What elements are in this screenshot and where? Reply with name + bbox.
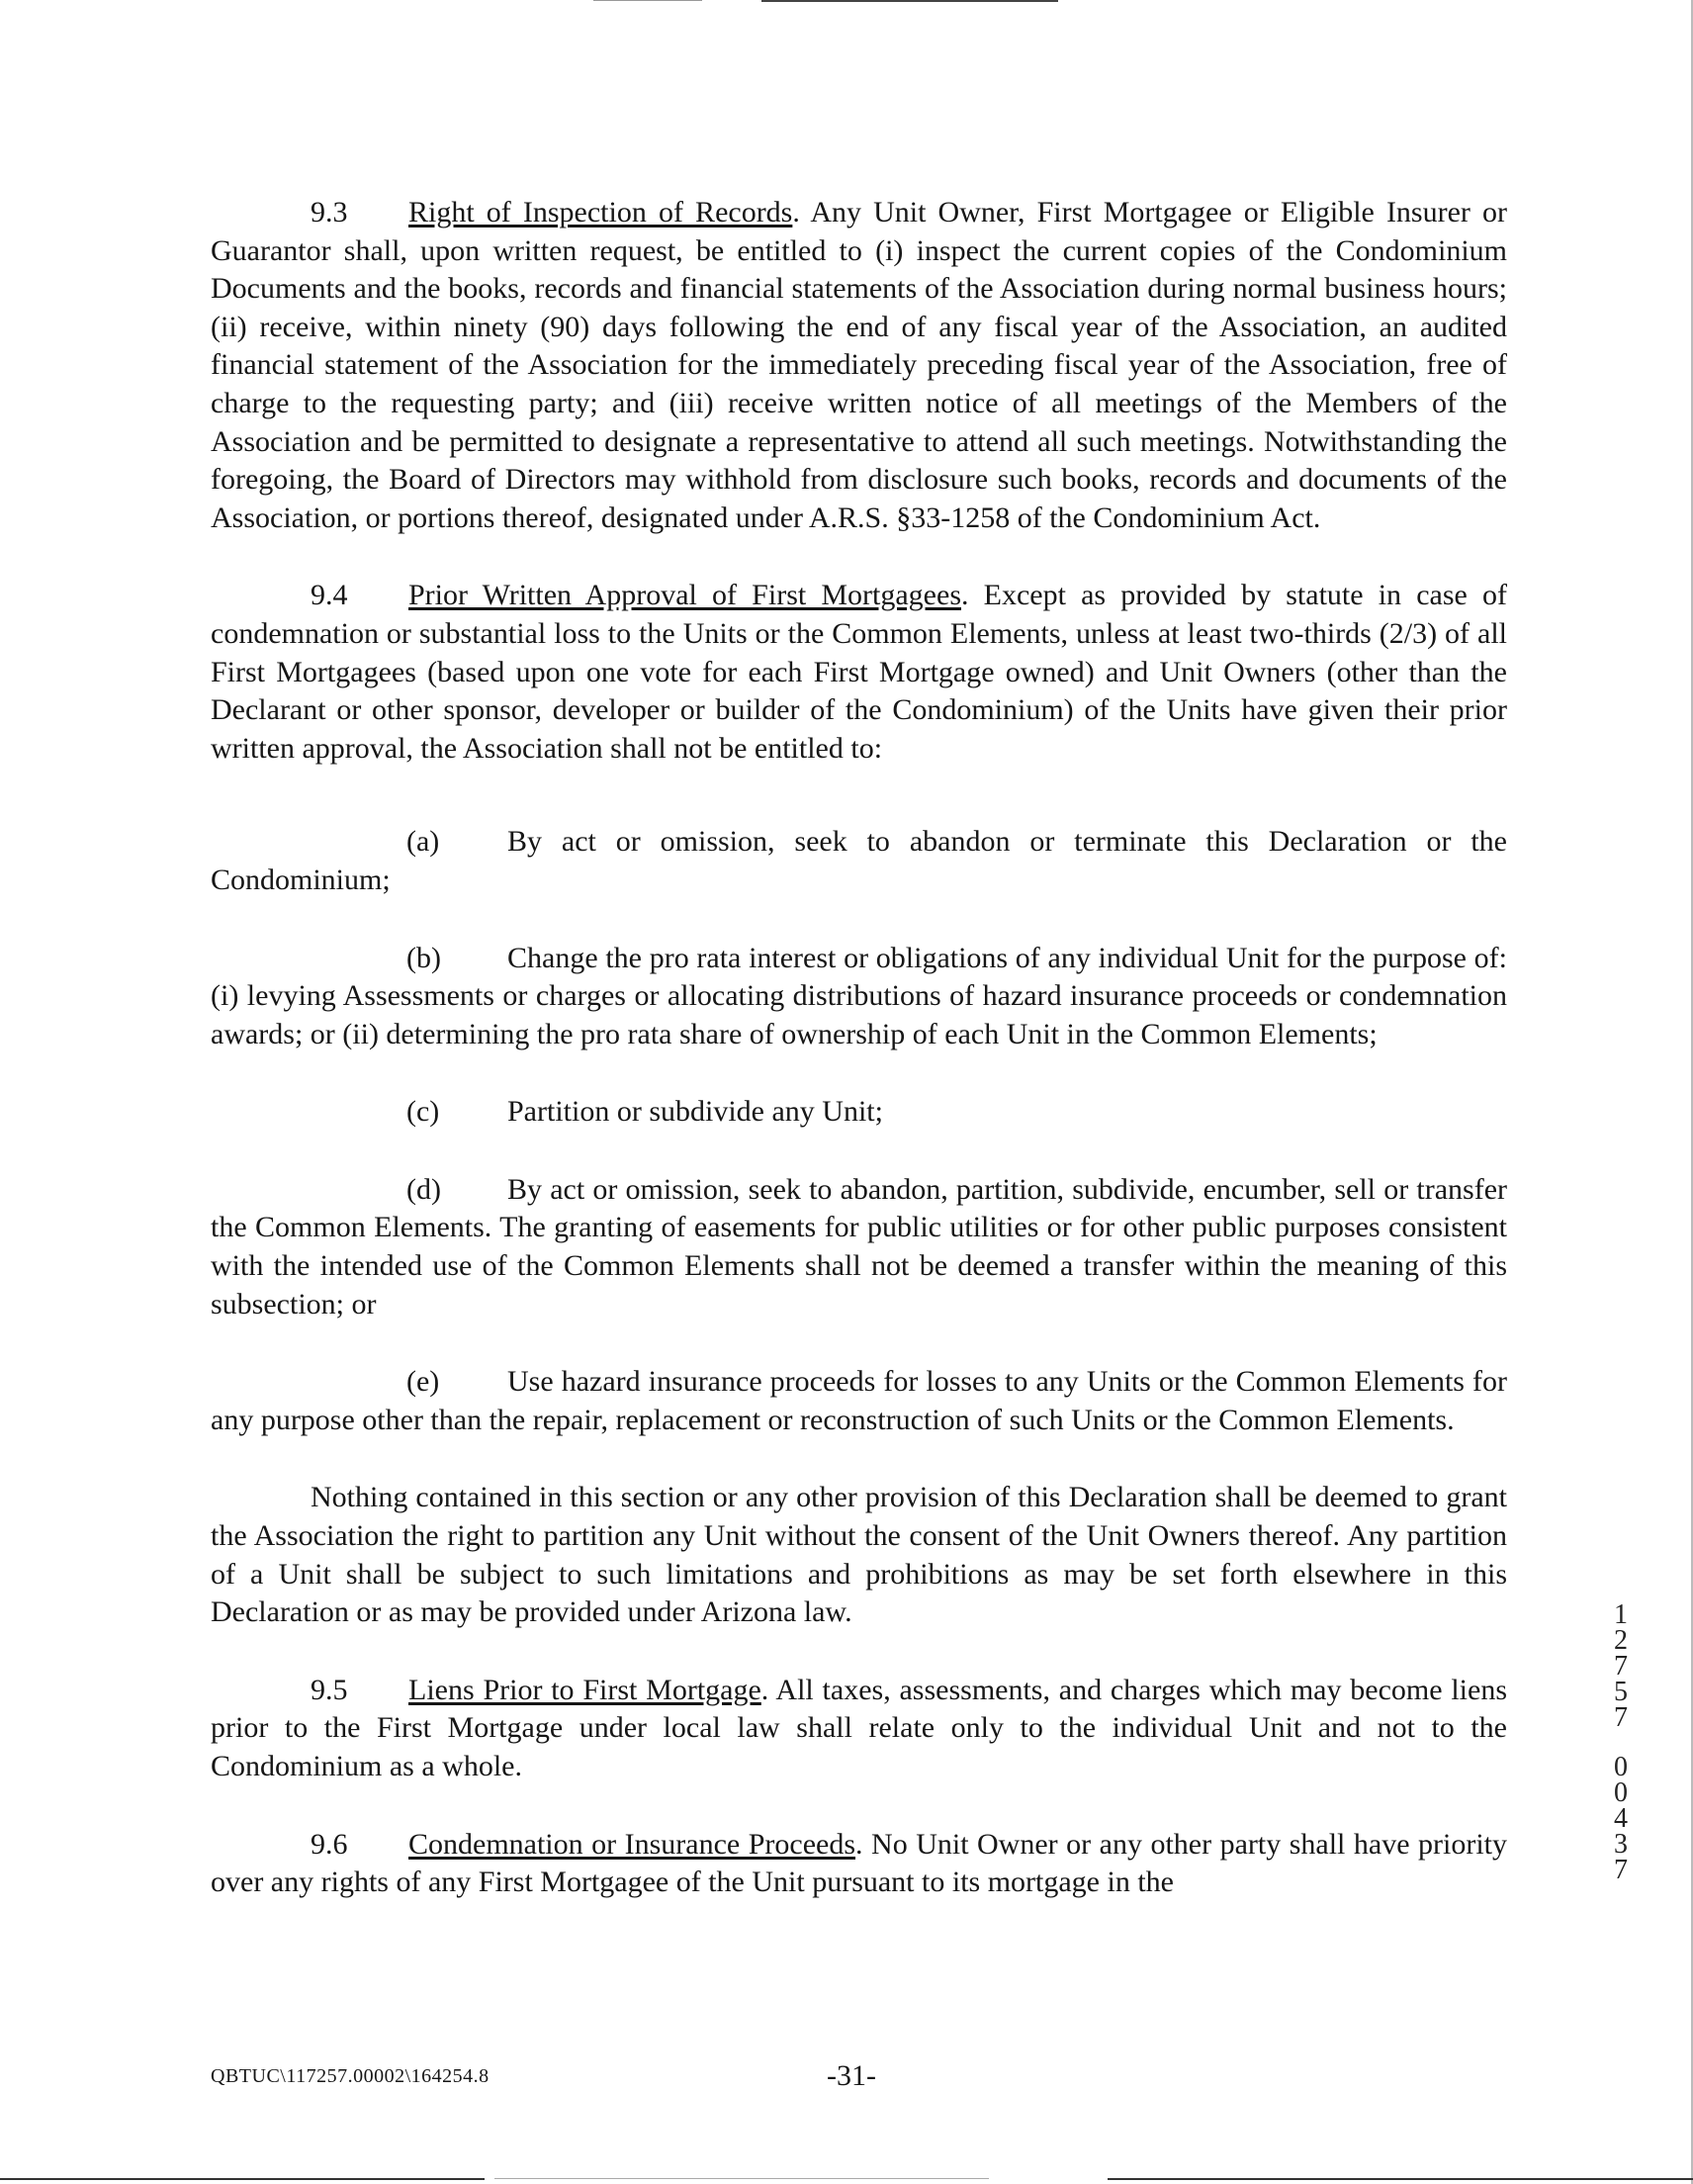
subsection-c: [211, 1093, 1507, 1132]
scan-edge-line: [0, 2178, 485, 2180]
subsection-text: By act or omission, seek to abandon or terminate this Declaration or the Condominium;: [211, 825, 1507, 896]
document-id: QBTUC\117257.00002\164254.8: [211, 2065, 490, 2087]
section-text: . Except as provided by statute in case of condemnation or substantial loss to the Units or the Common Elements, unless at least two-thirds (2/3) of all First Mortgagees (based upon one vote for each First Mortgage owned) and Unit Owners (other than the Declarant or other sponsor, developer or builder of the Condominium) of the Units have given their prior written approval, the Association shall not be entitled to:: [211, 579, 1507, 765]
section-9-3: [211, 194, 1507, 537]
subsection-d: [211, 1171, 1507, 1323]
subsection-label: (a): [406, 825, 440, 859]
section-9-6: [211, 1826, 1507, 1902]
section-9-5: [211, 1672, 1507, 1786]
subsection-text: Change the pro rata interest or obligations of any individual Unit for the purpose of: (i) levying Assessments or charges or allocating distributions of hazard insurance proceeds or condemnation awards; or (ii) determining the pro rata share of ownership of each Unit in the Common Elements;: [211, 941, 1507, 1050]
stamp-digit: 5: [1614, 1677, 1628, 1707]
subsection-a: [211, 823, 1507, 899]
section-heading: Condemnation or Insurance Proceeds: [408, 1827, 856, 1861]
section-text: . All taxes, assessments, and charges which may become liens prior to the First Mortgage under local law shall relate only to the individual Unit and not to the Condominium as a whole.: [211, 1673, 1507, 1782]
scan-edge-line: [761, 0, 1058, 2]
section-number: 9.5: [311, 1673, 348, 1706]
section-heading: Liens Prior to First Mortgage: [408, 1673, 761, 1706]
stamp-digit: 1: [1614, 1599, 1628, 1630]
subsection-text: Use hazard insurance proceeds for losses to any Units or the Common Elements for any purpose other than the repair, replacement or reconstruction of such Units or the Common Elements.: [211, 1365, 1507, 1436]
stamp-digit: 0: [1614, 1752, 1628, 1782]
scan-edge-line: [494, 2178, 989, 2179]
subsection-label: (c): [406, 1095, 440, 1129]
stamp-digit: 0: [1614, 1777, 1628, 1808]
stamp-digit: 3: [1614, 1829, 1628, 1860]
subsection-text: By act or omission, seek to abandon, partition, subdivide, encumber, sell or transfer the Common Elements. The granting of easements for public utilities or for other public purposes consistent with the intended use of the Common Elements shall not be deemed a transfer within the meaning of this subsection; or: [211, 1172, 1507, 1320]
section-heading: Prior Written Approval of First Mortgagees: [408, 579, 961, 612]
stamp-digit: 7: [1614, 1855, 1628, 1885]
subsection-label: (e): [406, 1365, 440, 1399]
section-number: 9.3: [311, 196, 348, 228]
scan-edge-line: [593, 0, 702, 1]
subsection-b: [211, 940, 1507, 1054]
section-number: 9.6: [311, 1827, 348, 1861]
page-body: [211, 194, 1507, 1902]
page-number: -31-: [827, 2059, 876, 2092]
section-text: . No Unit Owner or any other party shall have priority over any rights of any First Mortgagee of the Unit pursuant to its mortgage in the: [211, 1827, 1507, 1899]
closing-paragraph: Nothing contained in this section or any other provision of this Declaration shall be deemed to grant the Association the right to partition any Unit without the consent of the Unit Owners thereof. Any partition of a Unit shall be subject to such limitations and prohibitions as may be set forth elsewhere in this Declaration or as may be provided under Arizona law.: [211, 1481, 1507, 1629]
stamp-digit: 4: [1614, 1803, 1628, 1834]
section-9-4: [211, 577, 1507, 768]
subsection-label: (d): [406, 1172, 441, 1206]
recording-stamp: [1607, 1599, 1635, 1885]
subsection-e: [211, 1363, 1507, 1439]
subsection-text: Partition or subdivide any Unit;: [507, 1095, 883, 1129]
subsection-label: (b): [406, 941, 441, 974]
section-text: . Any Unit Owner, First Mortgagee or Eligible Insurer or Guarantor shall, upon written request, be entitled to (i) inspect the current copies of the Condominium Documents and the books, records and financial statements of the Association during normal business hours; (ii) receive, within ninety (90) days following the end of any fiscal year of the Association, an audited financial statement of the Association for the immediately preceding fiscal year of the Association, free of charge to the requesting party; and (iii) receive written notice of all meetings of the Members of the Association and be permitted to designate a representative to attend all such meetings. Notwithstanding the foregoing, the Board of Directors may withhold from disclosure such books, records and documents of the Association, or portions thereof, designated under A.R.S. §33-1258 of the Condominium Act.: [211, 196, 1508, 534]
stamp-digit: 7: [1614, 1702, 1628, 1733]
section-number: 9.4: [311, 579, 348, 612]
section-heading: Right of Inspection of Records: [408, 196, 793, 228]
stamp-digit: 2: [1614, 1625, 1628, 1656]
stamp-digit: 7: [1614, 1651, 1628, 1682]
scan-edge-line: [1108, 2178, 1693, 2180]
